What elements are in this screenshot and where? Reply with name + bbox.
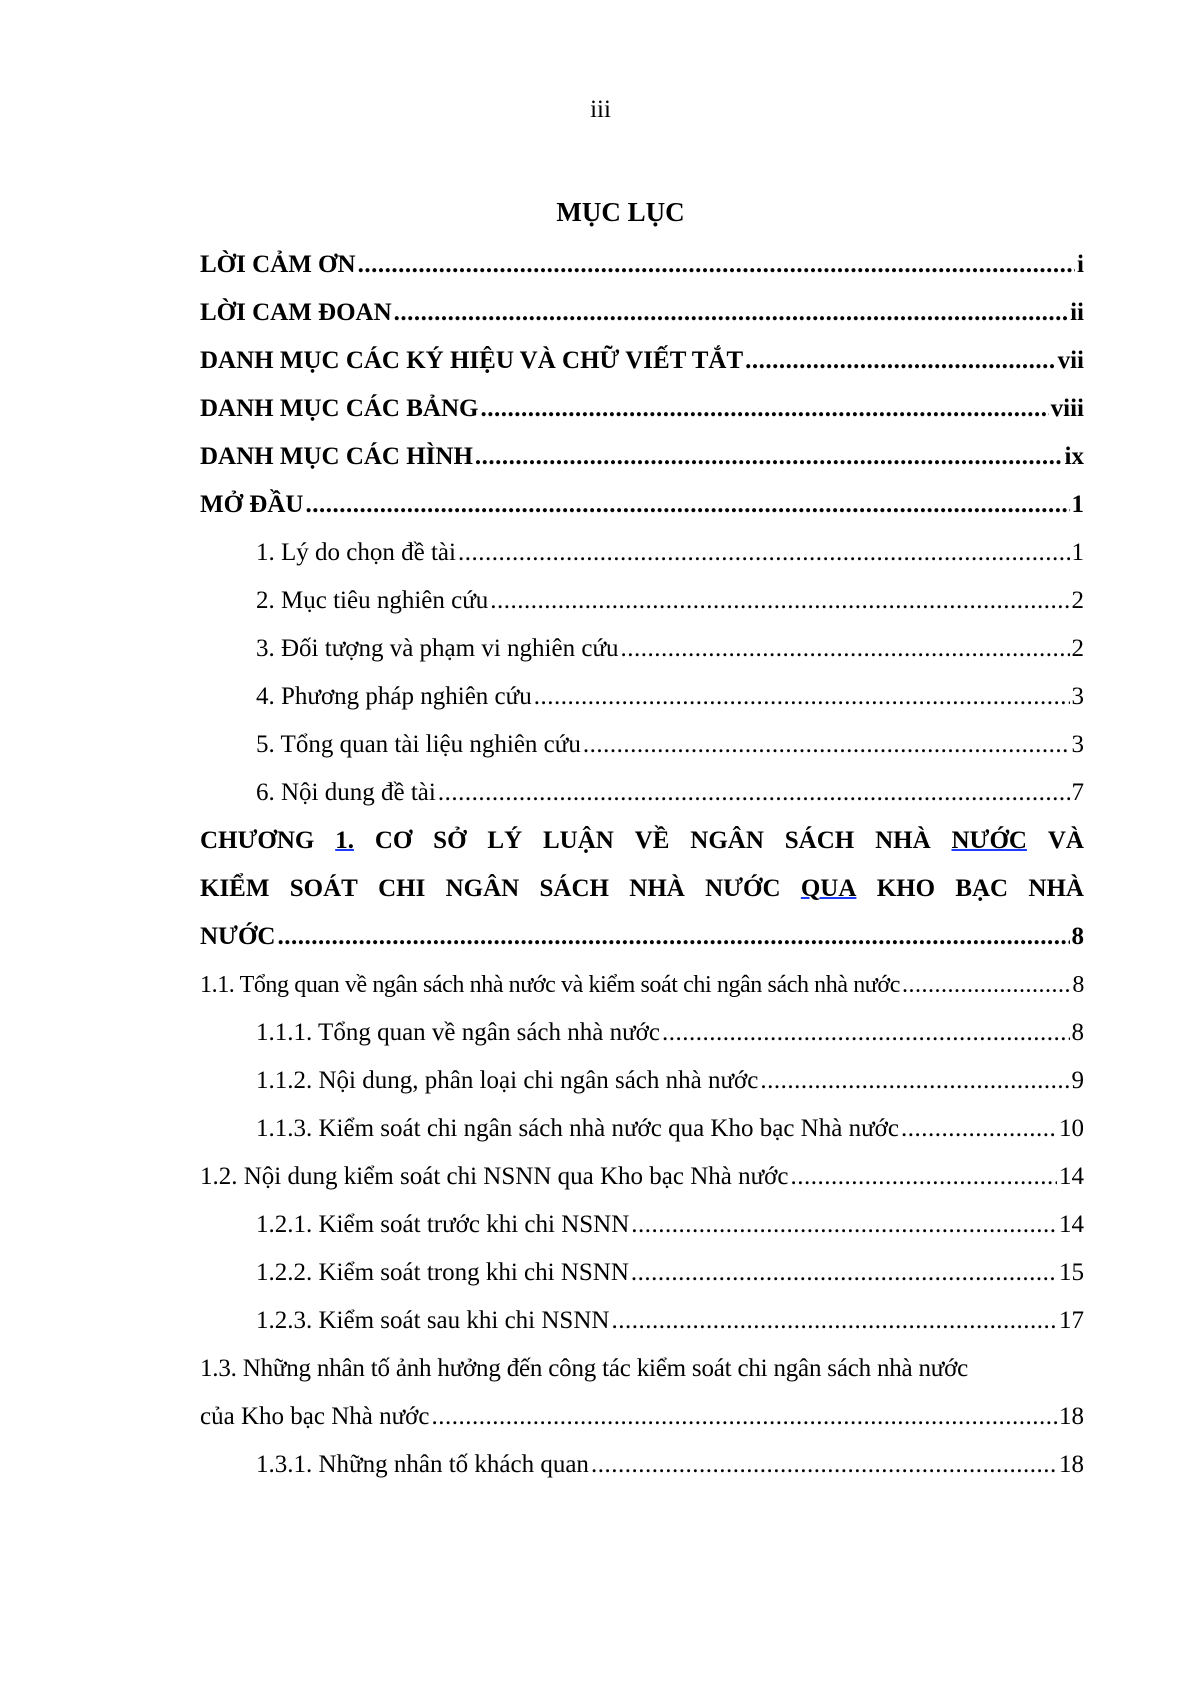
toc-entry-page: 3 [1071,683,1084,710]
toc-entry-page: i [1077,251,1084,278]
toc-entry-label: NƯỚC [200,923,276,950]
toc-entry-list-of-tables[interactable] [200,385,1084,433]
dot-leader [475,433,1063,481]
dot-leader [480,385,1048,433]
dot-leader [438,769,1070,817]
dot-leader [631,1249,1057,1297]
toc-entry-label: 1. Lý do chọn đề tài [256,539,456,566]
toc-entry-label: 5. Tổng quan tài liệu nghiên cứu [256,731,581,758]
word: NGÂN [445,875,520,902]
toc-entry-page: 18 [1059,1451,1084,1478]
toc-entry-label: 2. Mục tiêu nghiên cứu [256,587,489,614]
page-number: iii [590,96,611,123]
toc-entry-page: 8 [1072,972,1084,998]
toc-entry-label: 1.1.1. Tổng quan về ngân sách nhà nước [256,1019,660,1046]
table-of-contents [200,241,1084,1489]
toc-entry-label: LỜI CAM ĐOAN [200,299,392,326]
dot-leader [621,625,1070,673]
chapter-heading-line-1 [200,817,1084,865]
toc-entry-page: 15 [1059,1259,1084,1286]
toc-entry-label: DANH MỤC CÁC KÝ HIỆU VÀ CHỮ VIẾT TẮT [200,347,744,374]
word: NHÀ [875,827,931,854]
toc-entry-label: DANH MỤC CÁC BẢNG [200,395,479,422]
dot-leader [534,673,1070,721]
toc-entry-label: 1.2.1. Kiểm soát trước khi chi NSNN [256,1211,630,1238]
word: QUA [800,875,857,902]
toc-entry-label: 4. Phương pháp nghiên cứu [256,683,532,710]
dot-leader [902,961,1070,1009]
word: NƯỚC [951,827,1027,854]
section-heading-line-2 [200,1393,1084,1441]
toc-entry-intro-item[interactable] [200,529,1084,577]
toc-entry-label: MỞ ĐẦU [200,491,304,518]
toc-entry-subsection[interactable] [200,1249,1084,1297]
toc-entry-subsection[interactable] [200,1105,1084,1153]
dot-leader [305,481,1069,529]
toc-entry-page: 14 [1059,1211,1084,1238]
toc-entry-page: 1 [1071,491,1084,518]
word: SÁCH [784,827,855,854]
word: SOÁT [289,875,358,902]
word: VÀ [1047,827,1084,854]
dot-leader [790,1153,1057,1201]
dot-leader [277,913,1069,961]
toc-entry-page: 17 [1059,1307,1084,1334]
toc-entry-page: ii [1070,299,1084,326]
chapter-heading-line-3 [200,913,1084,961]
toc-entry-label: LỜI CẢM ƠN [200,251,356,278]
dot-leader [394,289,1068,337]
toc-entry-subsection[interactable] [200,1057,1084,1105]
toc-entry-label: 1.2.3. Kiểm soát sau khi chi NSNN [256,1307,610,1334]
toc-entry-page: 3 [1071,731,1084,758]
toc-title: MỤC LỤC [556,197,685,227]
toc-entry-page: 7 [1071,779,1084,806]
toc-entry-page: 2 [1071,635,1084,662]
toc-entry-page: 10 [1059,1115,1084,1142]
toc-entry-section-1-2[interactable] [200,1153,1084,1201]
toc-entry-label: 1.2. Nội dung kiểm soát chi NSNN qua Kho bạc Nhà nước [200,1163,789,1190]
word: KHO [876,875,936,902]
toc-entry-intro-item[interactable] [200,721,1084,769]
section-heading-line-1: 1.3. Những nhân tố ảnh hưởng đến công tác kiểm soát chi ngân sách nhà nước [200,1355,969,1382]
toc-entry-label: 1.1. Tổng quan về ngân sách nhà nước và kiểm soát chi ngân sách nhà nước [200,972,900,998]
toc-entry-label: 1.1.2. Nội dung, phân loại chi ngân sách nhà nước [256,1067,759,1094]
dot-leader [662,1009,1070,1057]
toc-entry-page: ix [1064,443,1084,470]
word: KIỂM [200,875,270,902]
dot-leader [490,577,1069,625]
toc-entry-introduction[interactable] [200,481,1084,529]
toc-entry-intro-item[interactable] [200,673,1084,721]
toc-entry-page: 2 [1071,587,1084,614]
dot-leader [431,1393,1057,1441]
word: BẠC [955,875,1009,902]
dot-leader [901,1105,1057,1153]
toc-entry-page: 8 [1071,923,1084,950]
toc-entry-page: 8 [1071,1019,1084,1046]
word: SÁCH [539,875,609,902]
word: CHƯƠNG [200,827,315,854]
toc-entry-intro-item[interactable] [200,577,1084,625]
toc-entry-page: viii [1050,395,1084,422]
toc-entry-subsection[interactable] [200,1009,1084,1057]
toc-entry-subsection[interactable] [200,1297,1084,1345]
dot-leader [631,1201,1057,1249]
word: CHI [378,875,426,902]
word: NHÀ [629,875,685,902]
word: NHÀ [1028,875,1084,902]
dot-leader [358,241,1075,289]
toc-entry-abbreviations[interactable] [200,337,1084,385]
toc-entry-chapter-1[interactable] [200,817,1084,961]
toc-entry-label: 1.2.2. Kiểm soát trong khi chi NSNN [256,1259,629,1286]
toc-entry-label: DANH MỤC CÁC HÌNH [200,443,473,470]
word: LUẬN [542,827,614,854]
toc-entry-page: vii [1057,347,1084,374]
word: VỀ [634,827,670,854]
toc-entry-list-of-figures[interactable] [200,433,1084,481]
dot-leader [760,1057,1069,1105]
dot-leader [745,337,1055,385]
toc-entry-page: 18 [1059,1403,1084,1430]
toc-entry-label: 1.3.1. Những nhân tố khách quan [256,1451,589,1478]
word: SỞ [433,827,467,854]
toc-entry-label: 1.1.3. Kiểm soát chi ngân sách nhà nước qua Kho bạc Nhà nước [256,1115,899,1142]
dot-leader [583,721,1070,769]
dot-leader [458,529,1070,577]
toc-entry-page: 9 [1071,1067,1084,1094]
toc-entry-acknowledgements[interactable] [200,241,1084,289]
toc-entry-intro-item[interactable] [200,769,1084,817]
dot-leader [611,1297,1057,1345]
chapter-heading-line-2 [200,865,1084,913]
word: NƯỚC [705,875,781,902]
toc-entry-subsection[interactable] [200,1441,1084,1489]
toc-entry-section-1-3[interactable] [200,1345,1084,1441]
toc-entry-label: của Kho bạc Nhà nước [200,1403,430,1430]
word: LÝ [487,827,523,854]
toc-entry-label: 6. Nội dung đề tài [256,779,436,806]
toc-entry-section-1-1[interactable] [200,961,1084,1009]
word: NGÂN [690,827,764,854]
toc-entry-declaration[interactable] [200,289,1084,337]
word: CƠ [374,827,413,854]
toc-entry-page: 1 [1071,539,1084,566]
toc-entry-subsection[interactable] [200,1201,1084,1249]
toc-entry-label: 3. Đối tượng và phạm vi nghiên cứu [256,635,619,662]
word: 1. [335,827,354,854]
dot-leader [591,1441,1057,1489]
toc-entry-intro-item[interactable] [200,625,1084,673]
toc-entry-page: 14 [1059,1163,1084,1190]
